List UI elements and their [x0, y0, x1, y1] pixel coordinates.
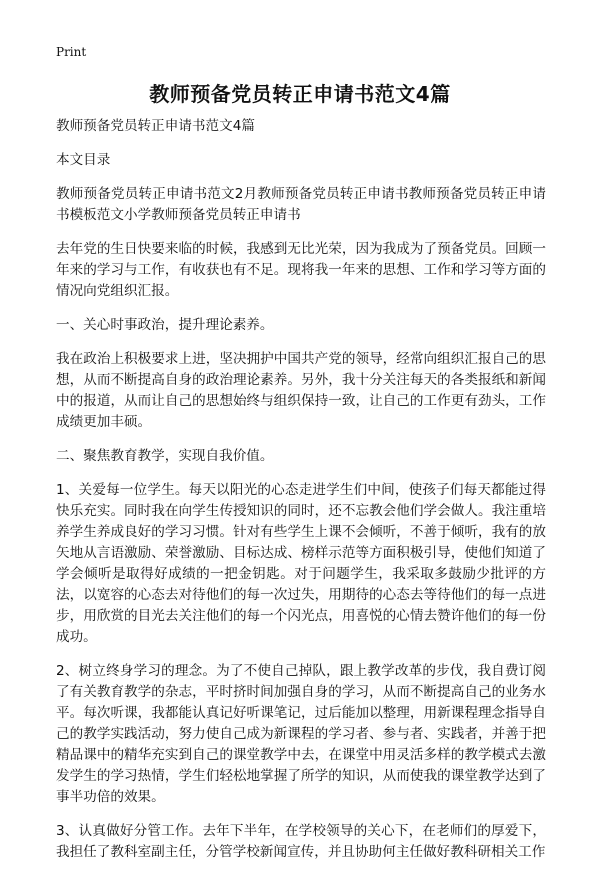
section-heading-2: 二、聚焦教育教学，实现自我价值。 — [56, 448, 274, 464]
section-heading-1: 一、关心时事政治，提升理论素养。 — [56, 317, 274, 333]
toc-heading: 本文目录 — [56, 152, 111, 168]
paragraph-intro: 去年党的生日快要来临的时候，我感到无比光荣，因为我成为了预备党员。回顾一年来的学习与工作，有收获也有不足。现将我一年来的思想、工作和学习等方面的情况向党组织汇报。 — [56, 241, 546, 299]
document-body — [56, 116, 546, 876]
document-subtitle: 教师预备党员转正申请书范文4篇 — [56, 118, 255, 134]
toc-body: 教师预备党员转正申请书范文2月教师预备党员转正申请书教师预备党员转正申请书模板范文小学教师预备党员转正申请书 — [56, 186, 546, 223]
print-link[interactable]: Print — [56, 45, 87, 59]
paragraph-item-3: 3、认真做好分管工作。去年下半年，在学校领导的关心下，在老师们的厚爱下，我担任了教科室副主任，分管学校新闻宣传，并且协助何主任做好教科研相关工作 — [56, 823, 546, 860]
paragraph-item-1: 1、关爱每一位学生。每天以阳光的心态走进学生们中间，使孩子们每天都能过得快乐充实。同时我在向学生传授知识的同时，还不忘教会他们学会做人。我注重培养学生养成良好的学习习惯。针对有些学生上课不会倾听，不善于倾听，我有的放矢地从言语激励、荣誉激励、目标达成、榜样示范等方面积极引导，使他们知道了学会倾听是取得好成绩的一把金钥匙。对于问题学生，我采取多鼓励少批评的方法，以宽容的心态去对待他们的每一次过失，用期待的心态去等待他们的每一点进步，用欣赏的目光去关注他们的每一个闪光点，用喜悦的心情去赞许他们的每一份成功。 — [56, 482, 546, 645]
paragraph-section-1: 我在政治上积极要求上进，坚决拥护中国共产党的领导，经常向组织汇报自己的思想，从而不断提高自身的政治理论素养。另外，我十分关注每天的各类报纸和新闻中的报道，从而让自己的思想始终与组织保持一致，让自己的工作更有劲头，工作成绩更加丰硕。 — [56, 351, 546, 430]
page-title: 教师预备党员转正申请书范文4篇 — [149, 82, 451, 106]
paragraph-item-2: 2、树立终身学习的理念。为了不使自己掉队，跟上教学改革的步伐，我自费订阅了有关教育教学的杂志，平时挤时间加强自身的学习，从而不断提高自己的业务水平。每次听课，我都能认真记好听课笔记，过后能加以整理，用新课程理念指导自己的教学实践活动，努力使自己成为新课程的学习者、参与者、实践者，并善于把精品课中的精华充实到自己的课堂教学中去，在课堂中用灵活多样的教学模式去激发学生的学习热情，学生们轻松地掌握了所学的知识，从而使我的课堂教学达到了事半功倍的效果。 — [56, 663, 546, 805]
